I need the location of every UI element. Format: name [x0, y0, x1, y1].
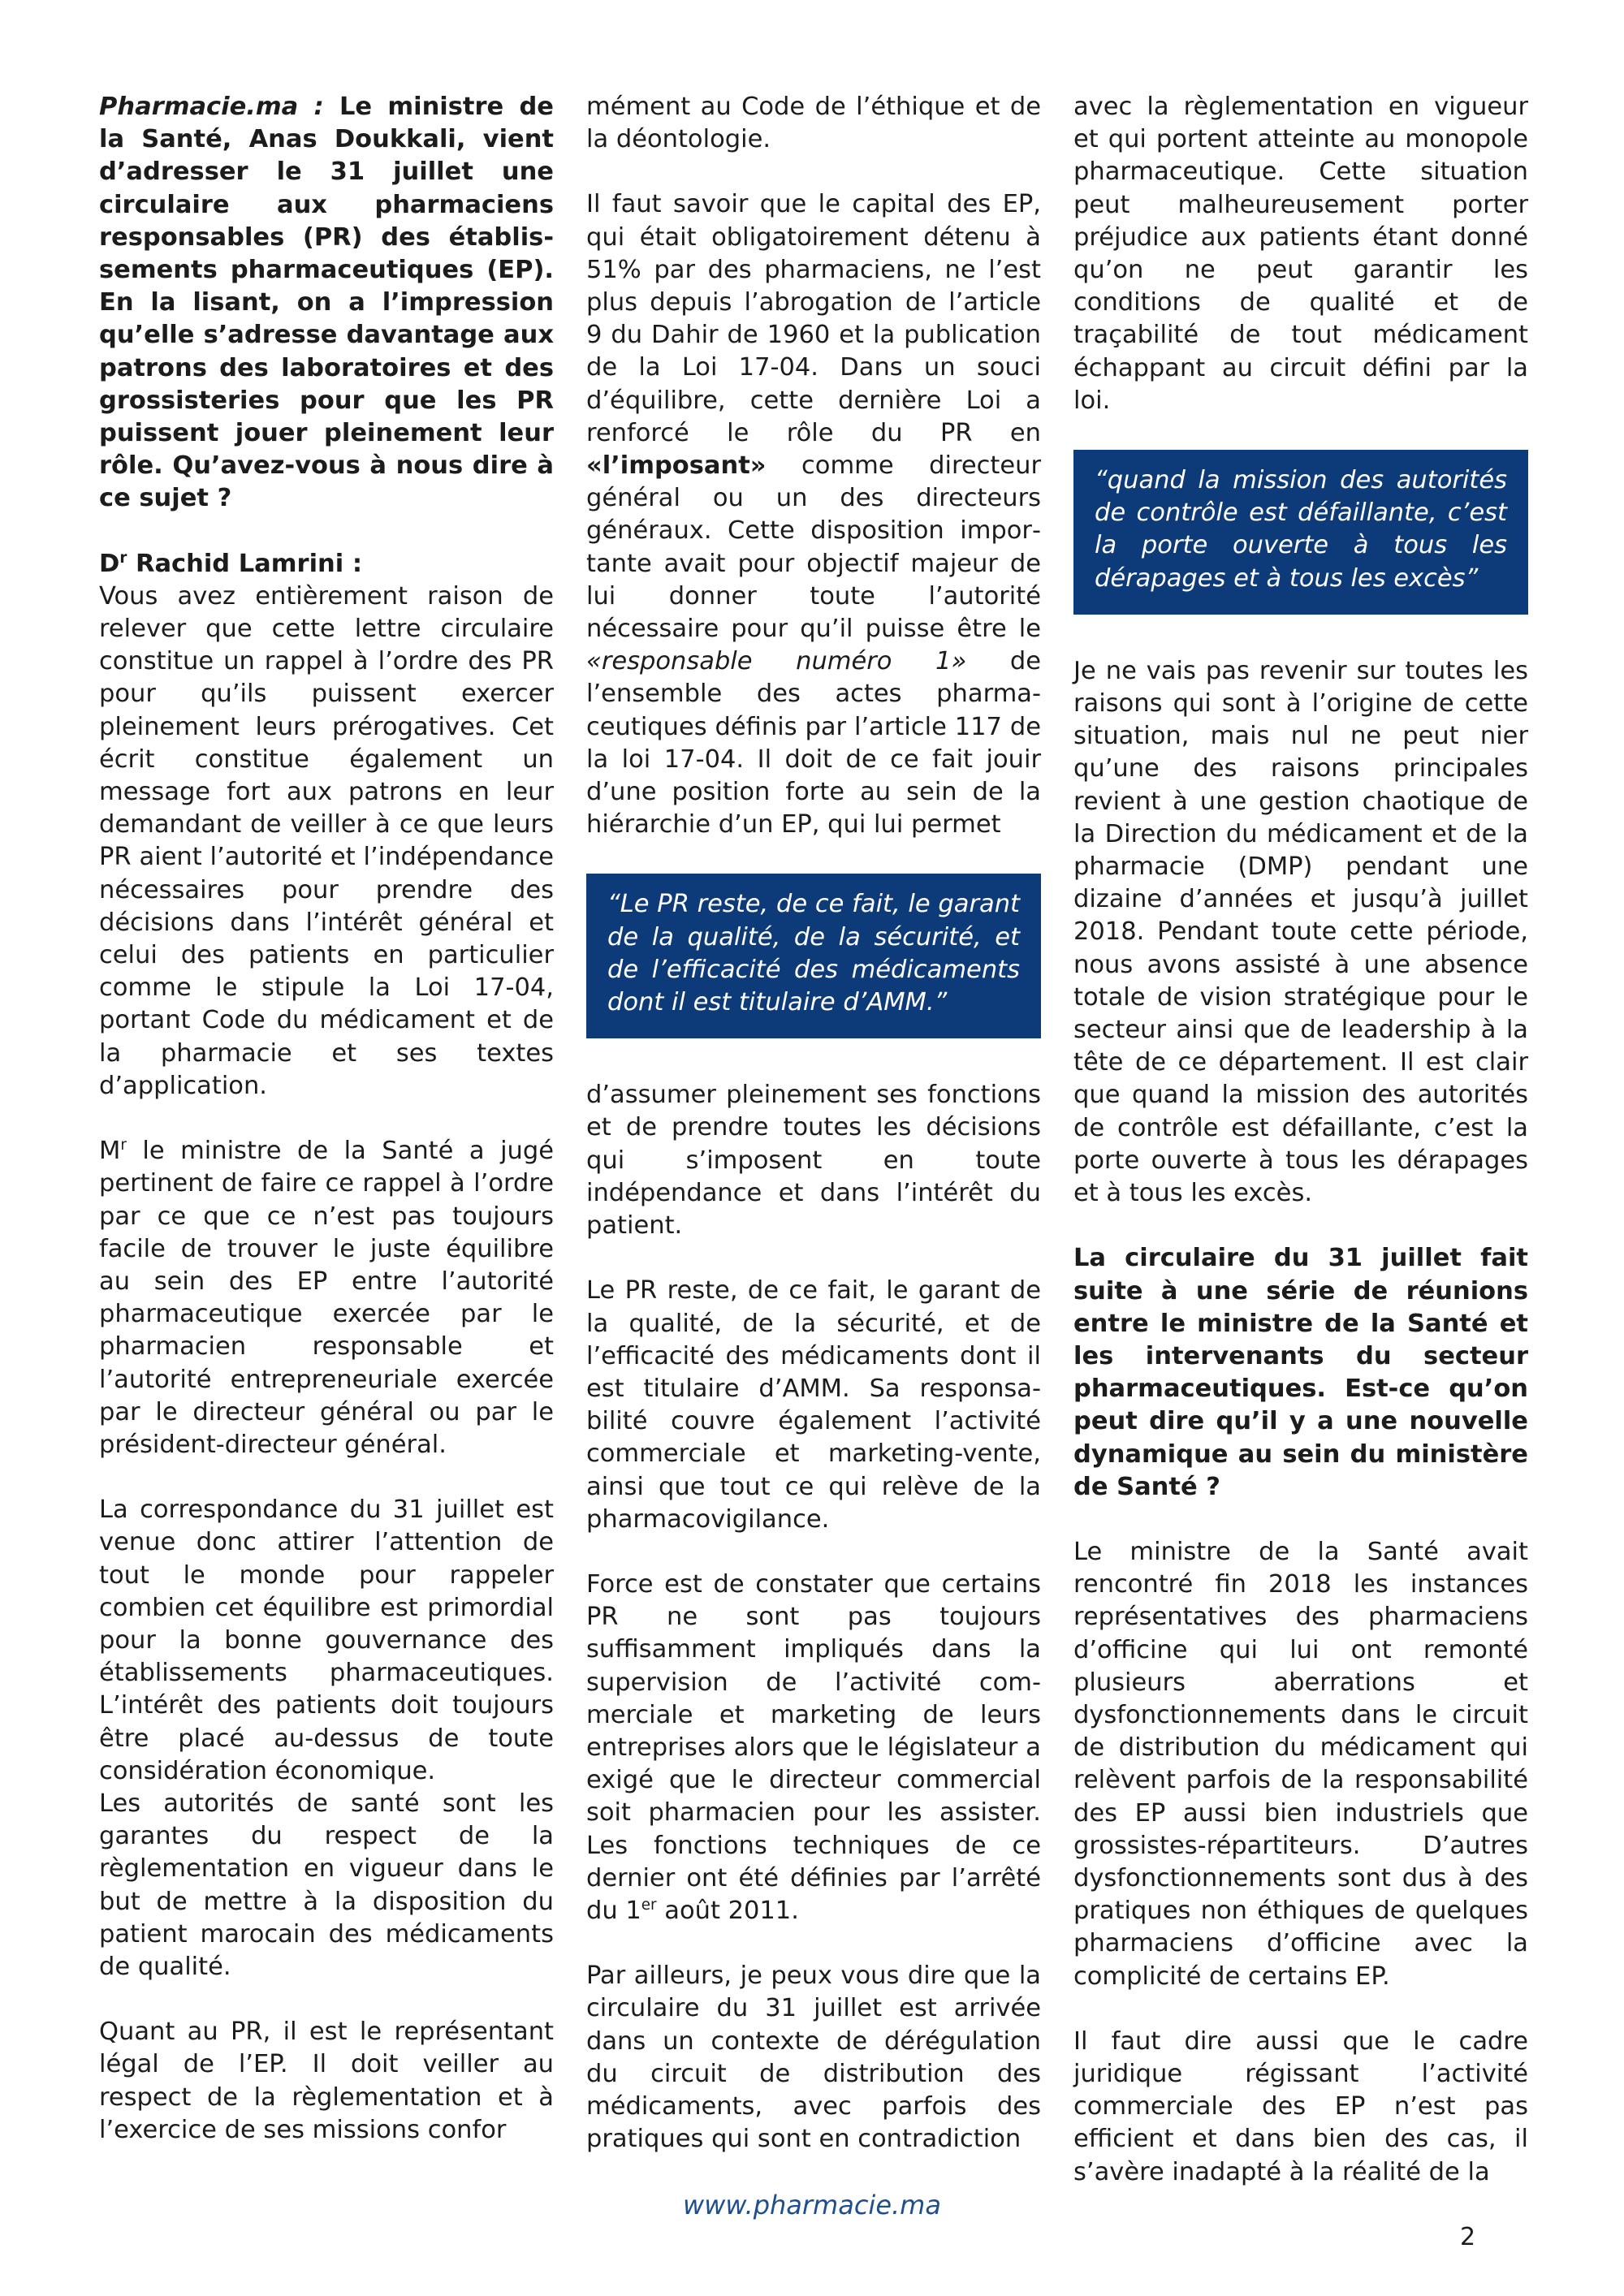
pull-quote: “quand la mission des autorités de contrôle est défaillante, c’est la porte ouverte à tous les dérapages et à tous les excès”	[1073, 450, 1528, 615]
answer-paragraph: d’assumer pleinement ses fonctions et de prendre toutes les décisions qui s’imposent en toute indépendance et dans l’intérêt du patient.	[586, 1081, 1041, 1241]
answer-paragraph: Par ailleurs, je peux vous dire que la circulaire du 31 juillet est arrivée dans un contexte de dérégulation du circuit de distribution des médicaments, avec parfois des pratiques qui sont en contradiction	[586, 1962, 1041, 2154]
footer-website-link[interactable]: www.pharmacie.ma	[683, 2190, 941, 2220]
page-number: 2	[1460, 2223, 1476, 2251]
speaker-label	[99, 548, 554, 580]
question-source: Pharmacie.ma :	[99, 93, 324, 121]
answer-paragraph	[586, 1569, 1041, 1927]
answer-paragraph: Le ministre de la Santé avait rencontré fin 2018 les instances représentatives des pharmaciens d’officine qui lui ont remonté plusieurs aberrations et dysfonctionnements dans le circuit de distribution du médicament qui relèvent parfois de la responsabilité des EP aussi bien industriels que grossistes-répartiteurs. D’autres dysfonctionnements sont dus à des pratiques non éthiques de quelques pharmaciens d’officine avec la complicité de certains EP.	[1073, 1537, 1528, 1991]
paragraph-text: comme directeur général ou un des directeurs généraux. Cette disposition importante avait pour objectif majeur de lui donner toute l’autorité nécessaire pour qu’il puisse être le	[586, 451, 1041, 644]
question-text: Le ministre de la Santé, Anas Doukkali, vient d’adresser le 31 juillet une circulaire aux pharmaciens responsables (PR) des établissements pharmaceutiques (EP). En la lisant, on a l’impression qu’elle s’adresse davantage aux patrons des laboratoires et des grossisteries pour que les PR puissent jouer pleinement leur rôle. Qu’avez-vous à nous dire à ce sujet ?	[99, 93, 554, 513]
paragraph-text: août 2011.	[656, 1896, 799, 1925]
title-prefix: M	[99, 1137, 121, 1166]
paragraph-text: Force est de constater que certains PR ne sont pas toujours suffisamment impliqués dans la supervision de l’activité commerciale et marketing de leurs entreprises alors que le législateur a exigé que le directeur commercial soit pharmacien pour les assister. Les fonctions techniques de ce dernier ont été définies par l’arrêté du 1	[586, 1569, 1041, 1925]
answer-paragraph: Les autorités de santé sont les garantes du respect de la règlementation en vigueur dans le but de mettre à la disposition du patient marocain des médicaments de qualité.	[99, 1789, 554, 1981]
answer-paragraph: La correspondance du 31 juillet est venue donc attirer l’attention de tout le monde pour rappeler combien cet équilibre est primordial pour la bonne gouvernance des établissements pharmaceutiques. L’intérêt des patients doit toujours être placé au-dessus de toute considération économique.	[99, 1495, 554, 1785]
paragraph-text: de l’ensemble des actes pharmaceutiques définis par l’article 117 de la loi 17-04. Il doit de ce fait jouir d’une position forte au sein de la hiérarchie d’un EP, qui lui permet	[586, 647, 1041, 839]
column-3	[1073, 91, 1528, 2221]
speaker-sup: r	[119, 549, 127, 567]
interview-question-1	[99, 91, 554, 516]
answer-paragraph: Vous avez entièrement raison de relever que cette lettre circulaire constitue un rappel à l’ordre des PR pour qu’ils puissent exercer pleinement leurs prérogatives. Cet écrit constitue également un message fort aux patrons en leur demandant de veiller à ce que leurs PR aient l’autorité et l’indépendance nécessaires pour prendre des décisions dans l’intérêt général et celui des patients en particulier comme le stipule la Loi 17-04, portant Code du médicament et de la pharmacie et ses textes d’application.	[99, 581, 554, 1100]
speaker-name: Rachid Lamrini :	[127, 549, 363, 578]
answer-paragraph: Je ne vais pas revenir sur toutes les raisons qui sont à l’origine de cette situation, mais nul ne peut nier qu’une des raisons principales revient à une gestion chaotique de la Direction du médicament et de la pharmacie (DMP) pendant une dizaine d’années et jusqu’à juillet 2018. Pendant toute cette période, nous avons assisté à une absence totale de vision stratégique pour le secteur ainsi que de leadership à la tête de ce département. Il est clair que quand la mission des autorités de contrôle est défaillante, c’est la porte ouverte à tous les dérapages et à tous les excès.	[1073, 656, 1528, 1208]
answer-paragraph: avec la règlementation en vigueur et qui portent atteinte au monopole pharmaceutique. Cette situation peut malheureusement porter préjudice aux patients étant donné qu’on ne peut garantir les conditions de qualité et de traçabilité de tout médicament échappant au circuit défini par la loi.	[1073, 93, 1528, 415]
answer-paragraph: Quant au PR, il est le représentant légal de l’EP. Il doit veiller au respect de la règlementation et à l’exercice de ses missions confor	[99, 2018, 554, 2144]
answer-paragraph: mément au Code de l’éthique et de la déontologie.	[586, 93, 1041, 154]
interview-question-2: La circulaire du 31 juillet fait suite à une série de réunions entre le ministre de la Santé et les intervenants du secteur pharmaceutiques. Est-ce qu’on peut dire qu’il y a une nouvelle dynamique au sein du ministère de Santé ?	[1073, 1244, 1528, 1501]
emphasis-italic: «responsable numéro 1»	[586, 647, 967, 676]
ordinal-sup: er	[641, 1896, 657, 1914]
title-sup: r	[120, 1136, 127, 1154]
paragraph-text: le ministre de la Santé a jugé pertinent de faire ce rappel à l’ordre par ce que ce n’est pas toujours facile de trouver le juste équilibre au sein des EP entre l’autorité pharmaceutique exercée par le pharmacien responsable et l’autorité entrepreneuriale exercée par le directeur général ou par le président-directeur général.	[99, 1137, 554, 1459]
pull-quote: “Le PR reste, de ce fait, le garant de la qualité, de la sécurité, et de l’efficacité des médicaments dont il est titulaire d’AMM.”	[586, 874, 1041, 1038]
column-1	[99, 91, 554, 2179]
answer-paragraph: Le PR reste, de ce fait, le garant de la qualité, de la sécurité, et de l’efficacité des médicaments dont il est titulaire d’AMM. Sa responsabilité couvre également l’activité commerciale et marketing-vente, ainsi que tout ce qui relève de la pharmacovigilance.	[586, 1276, 1041, 1534]
paragraph-text: Il faut savoir que le capital des EP, qui était obligatoirement détenu à 51% par des pharmaciens, ne l’est plus depuis l’abrogation de l’article 9 du Dahir de 1960 et la publication de la Loi 17-04. Dans un souci d’équilibre, cette dernière Loi a renforcé le rôle du PR en	[586, 190, 1041, 447]
answer-paragraph	[586, 188, 1041, 841]
speaker-prefix: D	[99, 549, 120, 578]
column-2	[586, 91, 1041, 2188]
answer-paragraph	[99, 1135, 554, 1461]
answer-paragraph: Il faut dire aussi que le cadre juridique régissant l’activité commerciale des EP n’est pas efficient et dans bien des cas, il s’avère inadapté à la réalité de la	[1073, 2026, 1528, 2186]
emphasis-bold: «l’imposant»	[586, 451, 767, 481]
